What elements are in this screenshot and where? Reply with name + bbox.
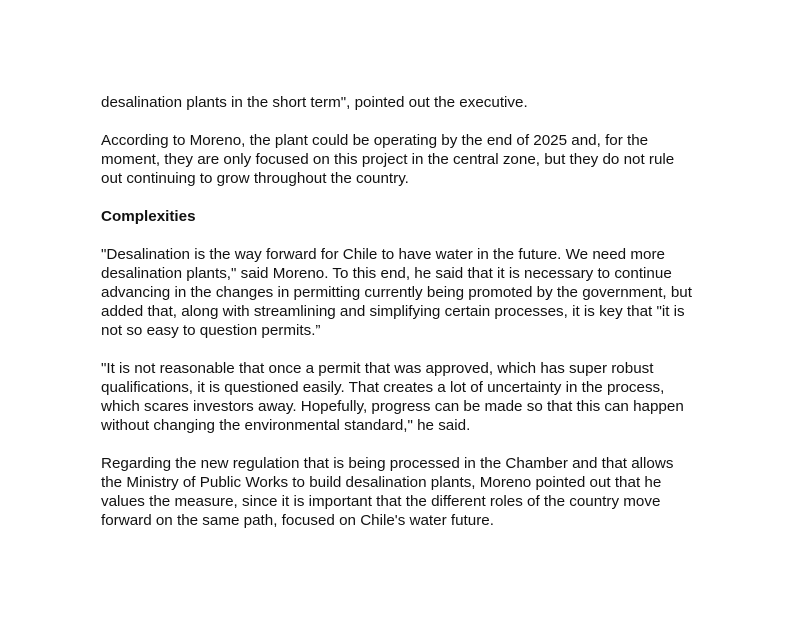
paragraph-line: not so easy to question permits.” (101, 322, 321, 339)
paragraph-line: the Ministry of Public Works to build desalination plants, Moreno pointed out that he (101, 474, 662, 491)
paragraph-2 (101, 131, 701, 188)
paragraph-line: which scares investors away. Hopefully, progress can be made so that this can happen (101, 398, 684, 415)
paragraph-line: moment, they are only focused on this project in the central zone, but they do not rule (101, 151, 675, 168)
paragraph-line: advancing in the changes in permitting currently being promoted by the government, but (101, 284, 692, 301)
paragraph-3 (101, 245, 701, 340)
paragraph-line: without changing the environmental standard," he said. (101, 417, 471, 434)
paragraph-line: values the measure, since it is important that the different roles of the country move (101, 493, 661, 510)
paragraph-line: Regarding the new regulation that is being processed in the Chamber and that allows (101, 455, 674, 472)
paragraph-line: desalination plants," said Moreno. To this end, he said that it is necessary to continue (101, 265, 672, 282)
paragraph-line: "It is not reasonable that once a permit that was approved, which has super robust (101, 360, 654, 377)
paragraph-line: out continuing to grow throughout the country. (101, 170, 409, 187)
section-heading: Complexities (101, 208, 196, 225)
paragraph-4 (101, 359, 701, 435)
paragraph-1 (101, 93, 701, 112)
paragraph-5 (101, 454, 701, 530)
paragraph-line: qualifications, it is questioned easily. That creates a lot of uncertainty in the process, (101, 379, 665, 396)
paragraph-line: According to Moreno, the plant could be operating by the end of 2025 and, for the (101, 132, 649, 149)
paragraph-line: desalination plants in the short term", pointed out the executive. (101, 94, 528, 111)
paragraph-line: added that, along with streamlining and simplifying certain processes, it is key that "it is (101, 303, 685, 320)
paragraph-line: "Desalination is the way forward for Chile to have water in the future. We need more (101, 246, 665, 263)
paragraph-line: forward on the same path, focused on Chile's water future. (101, 512, 494, 529)
document-body (101, 93, 701, 549)
